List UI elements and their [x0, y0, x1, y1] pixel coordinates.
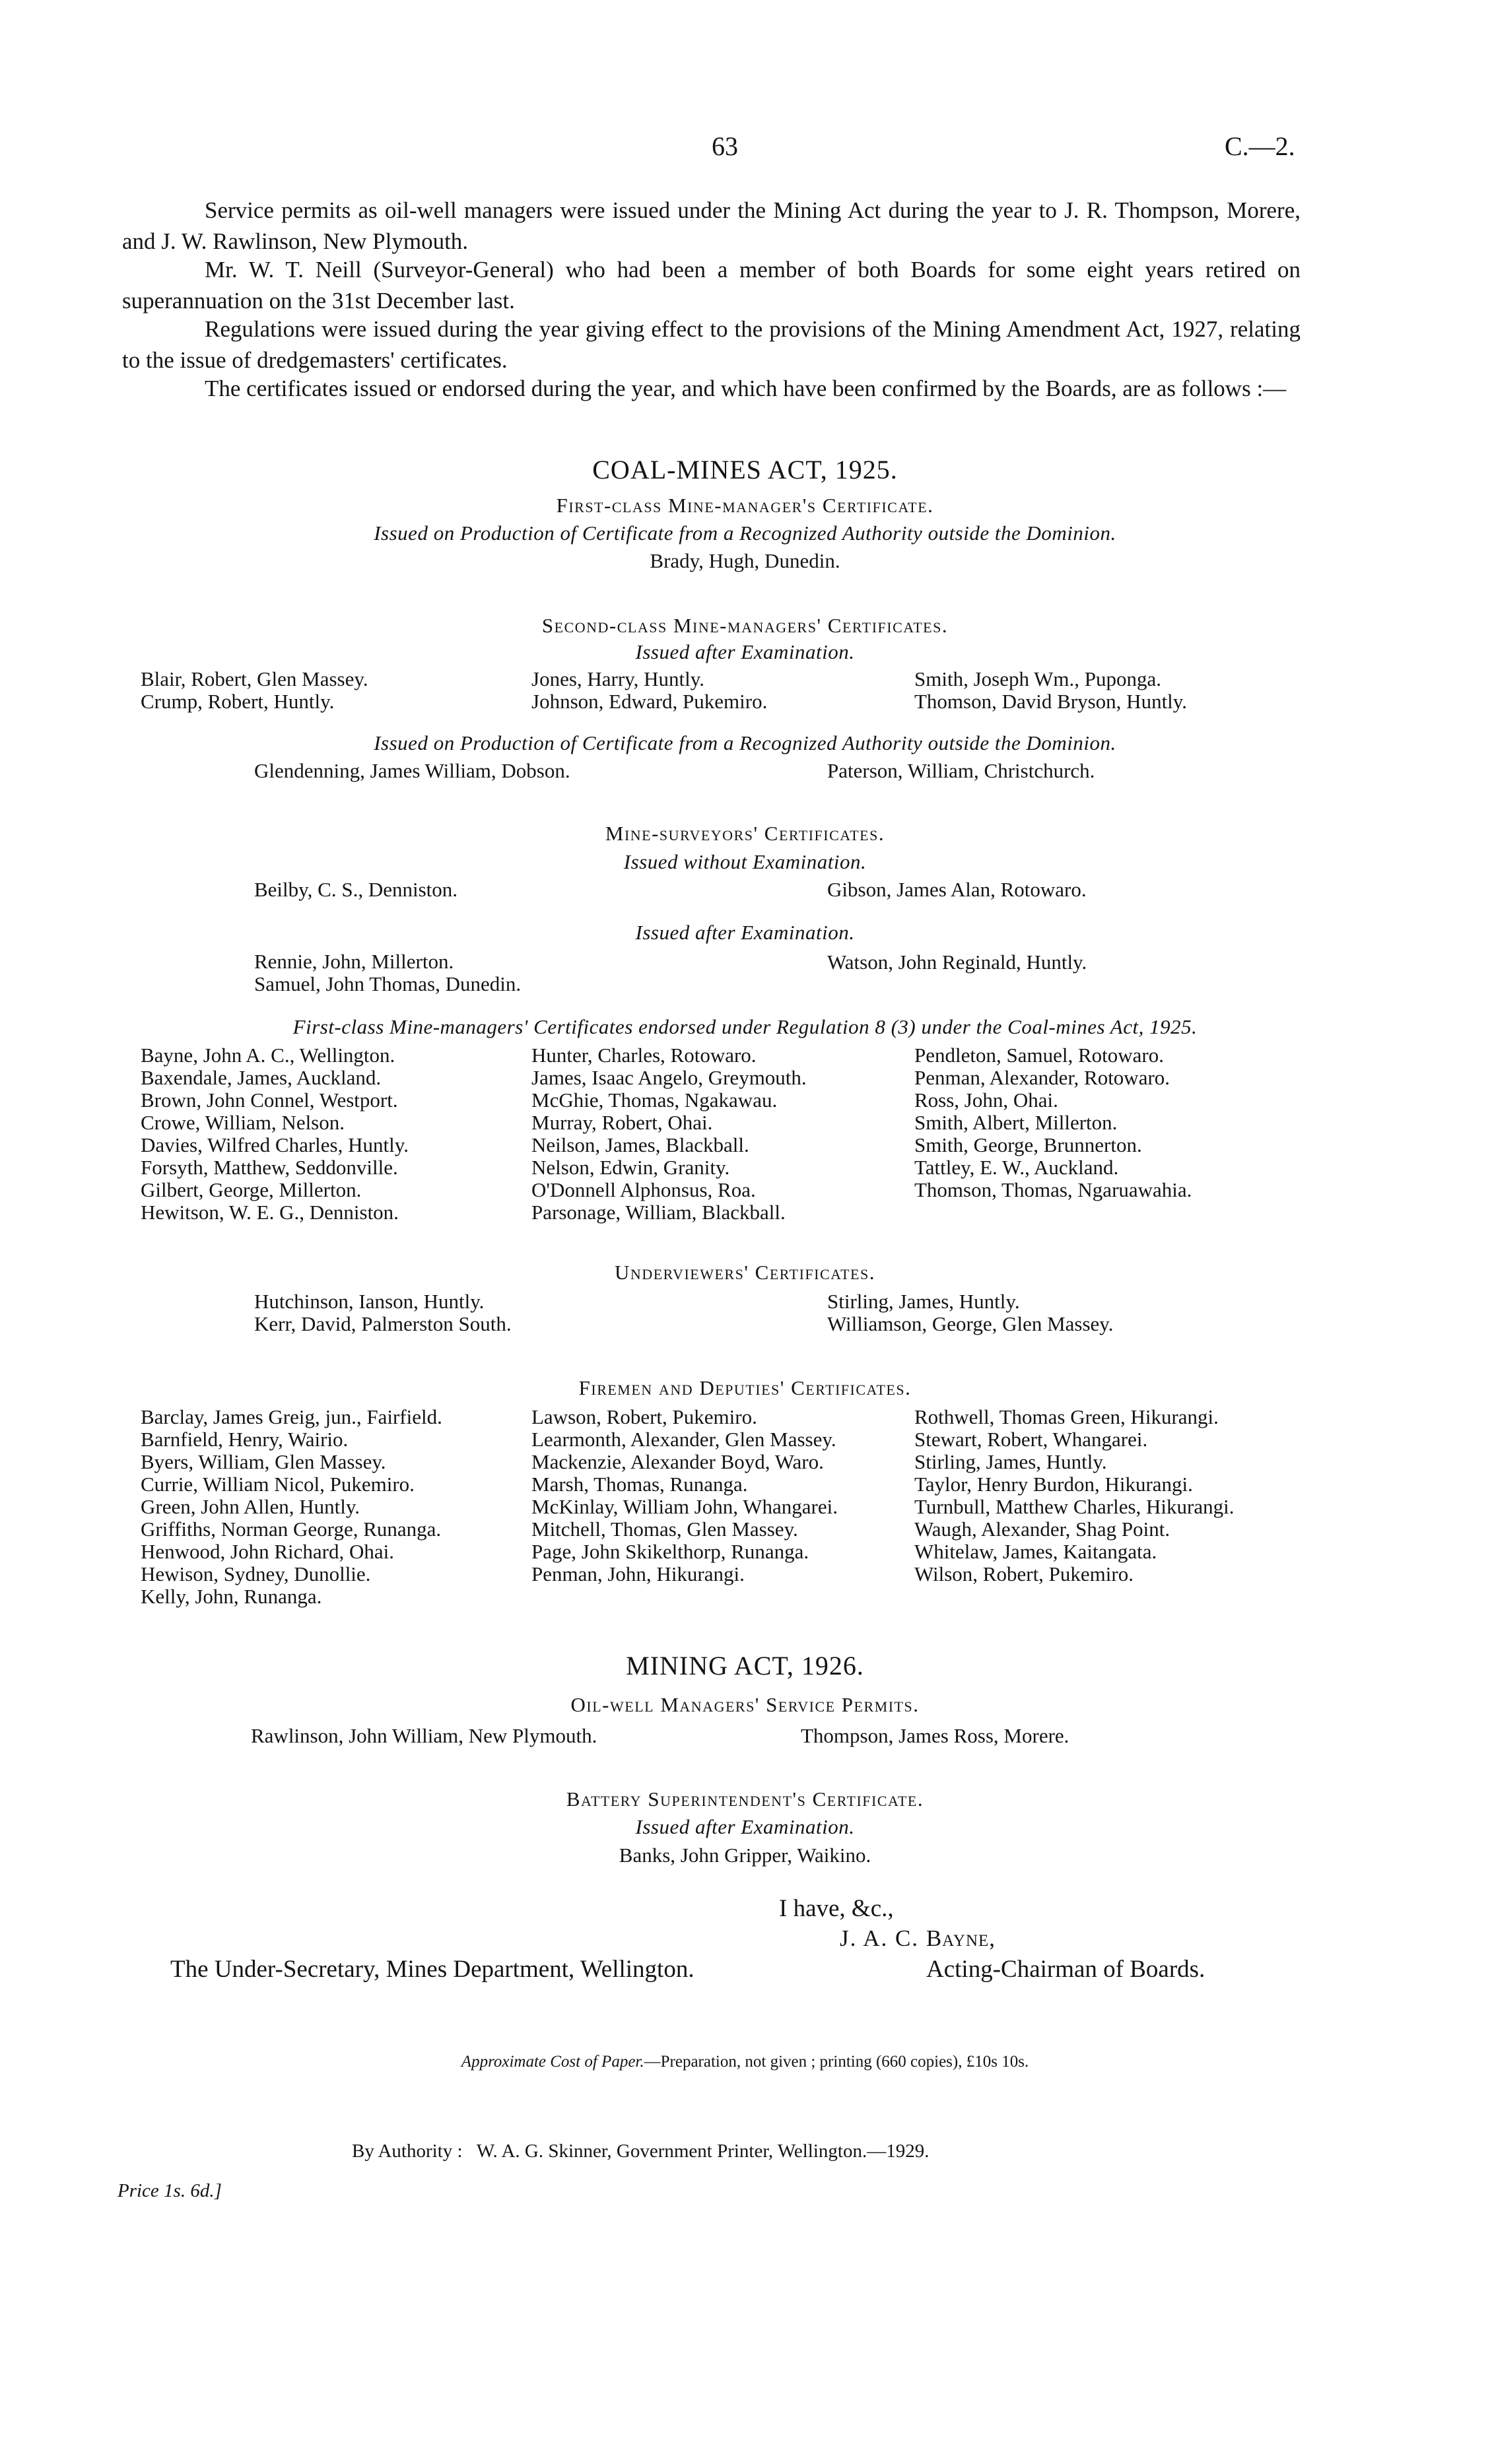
list-item: Learmonth, Alexander, Glen Massey.	[531, 1428, 836, 1451]
battery-heading: Battery Superintendent's Certificate.	[566, 1787, 924, 1811]
list-item: Byers, William, Glen Massey.	[141, 1450, 386, 1473]
authority-line	[352, 2141, 929, 2162]
list-item: Tattley, E. W., Auckland.	[914, 1156, 1119, 1179]
intro-paragraph-3: Regulations were issued during the year giving effect to the provisions of the Mining Amendment Act, 1927, relating to the issue of dredgemasters' certificates.	[122, 316, 1301, 373]
second-class-production-right: Paterson, William, Christchurch.	[827, 759, 1095, 782]
first-class-name: Brady, Hugh, Dunedin.	[650, 549, 840, 572]
oil-well-heading: Oil-well Managers' Service Permits.	[570, 1693, 920, 1716]
cost-of-paper	[0, 2053, 1490, 2071]
list-item: Smith, George, Brunnerton.	[914, 1133, 1142, 1156]
surveyors-after-subheading: Issued after Examination.	[635, 921, 855, 944]
list-item: Baxendale, James, Auckland.	[141, 1066, 382, 1089]
list-item: Nelson, Edwin, Granity.	[531, 1156, 730, 1179]
list-item: Henwood, John Richard, Ohai.	[141, 1540, 394, 1563]
list-item: Hunter, Charles, Rotowaro.	[531, 1044, 757, 1067]
underviewers-heading: Underviewers' Certificates.	[615, 1261, 875, 1284]
list-item: Turnbull, Matthew Charles, Hikurangi.	[914, 1495, 1235, 1518]
list-item: James, Isaac Angelo, Greymouth.	[531, 1066, 807, 1089]
coal-act-title: COAL-MINES ACT, 1925.	[592, 455, 898, 484]
list-item: Marsh, Thomas, Runanga.	[531, 1473, 748, 1496]
closing-title: Acting-Chairman of Boards.	[926, 1956, 1205, 1983]
list-item: Neilson, James, Blackball.	[531, 1133, 749, 1156]
endorsed-col-3	[914, 1044, 1192, 1201]
list-item: O'Donnell Alphonsus, Roa.	[531, 1178, 756, 1201]
first-class-heading: First-class Mine-manager's Certificate.	[556, 494, 934, 517]
surveyors-after-right: Watson, John Reginald, Huntly.	[827, 950, 1087, 974]
list-item: Smith, Joseph Wm., Puponga.	[914, 667, 1162, 690]
second-class-exam-col-2	[531, 668, 767, 713]
second-class-exam-subheading: Issued after Examination.	[635, 640, 855, 663]
list-item: Thomson, David Bryson, Huntly.	[914, 690, 1188, 713]
surveyors-heading: Mine-surveyors' Certificates.	[605, 822, 885, 845]
list-item: Rennie, John, Millerton.	[254, 950, 454, 973]
list-item: Hewitson, W. E. G., Denniston.	[141, 1201, 399, 1224]
cost-text: —Preparation, not given ; printing (660 copies), £10s 10s.	[644, 2053, 1029, 2071]
list-item: Rothwell, Thomas Green, Hikurangi.	[914, 1405, 1219, 1428]
authority-label: By Authority :	[352, 2141, 463, 2162]
list-item: Gilbert, George, Millerton.	[141, 1178, 362, 1201]
list-item: Mackenzie, Alexander Boyd, Waro.	[531, 1450, 824, 1473]
list-item: Stirling, James, Huntly.	[827, 1290, 1020, 1313]
oil-well-right: Thompson, James Ross, Morere.	[801, 1724, 1069, 1747]
list-item: Hutchinson, Ianson, Huntly.	[254, 1290, 485, 1313]
list-item: Hewison, Sydney, Dunollie.	[141, 1562, 371, 1585]
list-item: Whitelaw, James, Kaitangata.	[914, 1540, 1157, 1563]
second-class-production-subheading: Issued on Production of Certificate from a Recognized Authority outside the Dominion.	[374, 731, 1116, 754]
list-item: Samuel, John Thomas, Dunedin.	[254, 972, 522, 995]
oil-well-left: Rawlinson, John William, New Plymouth.	[251, 1724, 597, 1747]
endorsed-col-1	[141, 1044, 409, 1224]
list-item: Green, John Allen, Huntly.	[141, 1495, 360, 1518]
list-item: McKinlay, William John, Whangarei.	[531, 1495, 838, 1518]
battery-subheading: Issued after Examination.	[635, 1815, 855, 1838]
intro-paragraph-2: Mr. W. T. Neill (Surveyor-General) who had been a member of both Boards for some eight years retired on superannuation on the 31st December last.	[122, 257, 1301, 314]
list-item: McGhie, Thomas, Ngakawau.	[531, 1088, 778, 1112]
list-item: Williamson, George, Glen Massey.	[827, 1312, 1114, 1335]
closing-addressee: The Under-Secretary, Mines Department, Wellington.	[170, 1956, 694, 1983]
list-item: Waugh, Alexander, Shag Point.	[914, 1517, 1170, 1541]
list-item: Kelly, John, Runanga.	[141, 1585, 322, 1608]
intro-paragraph-1: Service permits as oil-well managers were issued under the Mining Act during the year to J. R. Thompson, Morere, and J. W. Rawlinson, New Plymouth.	[122, 197, 1301, 254]
list-item: Crump, Robert, Huntly.	[141, 690, 335, 713]
list-item: Kerr, David, Palmerston South.	[254, 1312, 512, 1335]
list-item: Parsonage, William, Blackball.	[531, 1201, 786, 1224]
list-item: Taylor, Henry Burdon, Hikurangi.	[914, 1473, 1193, 1496]
endorsed-heading: First-class Mine-managers' Certificates endorsed under Regulation 8 (3) under the Coal-mines Act, 1925.	[292, 1015, 1198, 1038]
list-item: Johnson, Edward, Pukemiro.	[531, 690, 768, 713]
list-item: Page, John Skikelthorp, Runanga.	[531, 1540, 809, 1563]
price-label: Price 1s. 6d.]	[118, 2180, 222, 2201]
signatory-surname: Bayne,	[926, 1925, 996, 1951]
list-item: Blair, Robert, Glen Massey.	[141, 667, 368, 690]
list-item: Penman, John, Hikurangi.	[531, 1562, 745, 1585]
intro-paragraph-4: The certificates issued or endorsed during the year, and which have been confirmed by the Boards, are as follows :—	[205, 376, 1287, 401]
first-class-subheading: Issued on Production of Certificate from a Recognized Authority outside the Dominion.	[374, 521, 1116, 545]
list-item: Mitchell, Thomas, Glen Massey.	[531, 1517, 798, 1541]
list-item: Davies, Wilfred Charles, Huntly.	[141, 1133, 409, 1156]
list-item: Smith, Albert, Millerton.	[914, 1111, 1118, 1134]
list-item: Currie, William Nicol, Pukemiro.	[141, 1473, 415, 1496]
list-item: Murray, Robert, Ohai.	[531, 1111, 713, 1134]
list-item: Bayne, John A. C., Wellington.	[141, 1044, 395, 1067]
printer-imprint: W. A. G. Skinner, Government Printer, Wellington.—1929.	[476, 2141, 930, 2162]
surveyors-without-subheading: Issued without Examination.	[623, 850, 867, 873]
second-class-heading: Second-class Mine-managers' Certificates.	[541, 614, 949, 637]
surveyors-after-left-col	[254, 950, 521, 995]
surveyors-without-left: Beilby, C. S., Denniston.	[254, 878, 458, 901]
list-item: Lawson, Robert, Pukemiro.	[531, 1405, 757, 1428]
list-item: Griffiths, Norman George, Runanga.	[141, 1517, 442, 1541]
list-item: Thomson, Thomas, Ngaruawahia.	[914, 1178, 1192, 1201]
list-item: Penman, Alexander, Rotowaro.	[914, 1066, 1170, 1089]
list-item: Forsyth, Matthew, Seddonville.	[141, 1156, 398, 1179]
page-number: 63	[712, 131, 738, 161]
battery-name: Banks, John Gripper, Waikino.	[619, 1844, 871, 1867]
list-item: Stewart, Robert, Whangarei.	[914, 1428, 1148, 1451]
mining-act-title: MINING ACT, 1926.	[626, 1651, 864, 1681]
second-class-exam-col-1	[141, 668, 368, 713]
firemen-col-1	[141, 1406, 442, 1608]
surveyors-without-right: Gibson, James Alan, Rotowaro.	[827, 878, 1087, 901]
closing-greeting: I have, &c.,	[779, 1895, 894, 1922]
second-class-exam-col-3	[914, 668, 1187, 713]
closing-signatory	[840, 1925, 996, 1952]
list-item: Wilson, Robert, Pukemiro.	[914, 1562, 1134, 1585]
list-item: Jones, Harry, Huntly.	[531, 667, 705, 690]
underviewers-right-col	[827, 1290, 1114, 1335]
list-item: Barnfield, Henry, Wairio.	[141, 1428, 349, 1451]
list-item: Barclay, James Greig, jun., Fairfield.	[141, 1405, 442, 1428]
list-item: Pendleton, Samuel, Rotowaro.	[914, 1044, 1164, 1067]
underviewers-left-col	[254, 1290, 512, 1335]
cost-label: Approximate Cost of Paper.	[461, 2053, 644, 2071]
list-item: Brown, John Connel, Westport.	[141, 1088, 398, 1112]
document-code: C.—2.	[1225, 131, 1295, 161]
second-class-production-left: Glendenning, James William, Dobson.	[254, 759, 570, 782]
firemen-col-3	[914, 1406, 1234, 1585]
firemen-col-2	[531, 1406, 838, 1585]
endorsed-col-2	[531, 1044, 807, 1224]
firemen-heading: Firemen and Deputies' Certificates.	[578, 1376, 912, 1399]
list-item: Stirling, James, Huntly.	[914, 1450, 1107, 1473]
list-item: Ross, John, Ohai.	[914, 1088, 1058, 1112]
signatory-initials: J. A. C.	[840, 1925, 920, 1951]
list-item: Crowe, William, Nelson.	[141, 1111, 345, 1134]
